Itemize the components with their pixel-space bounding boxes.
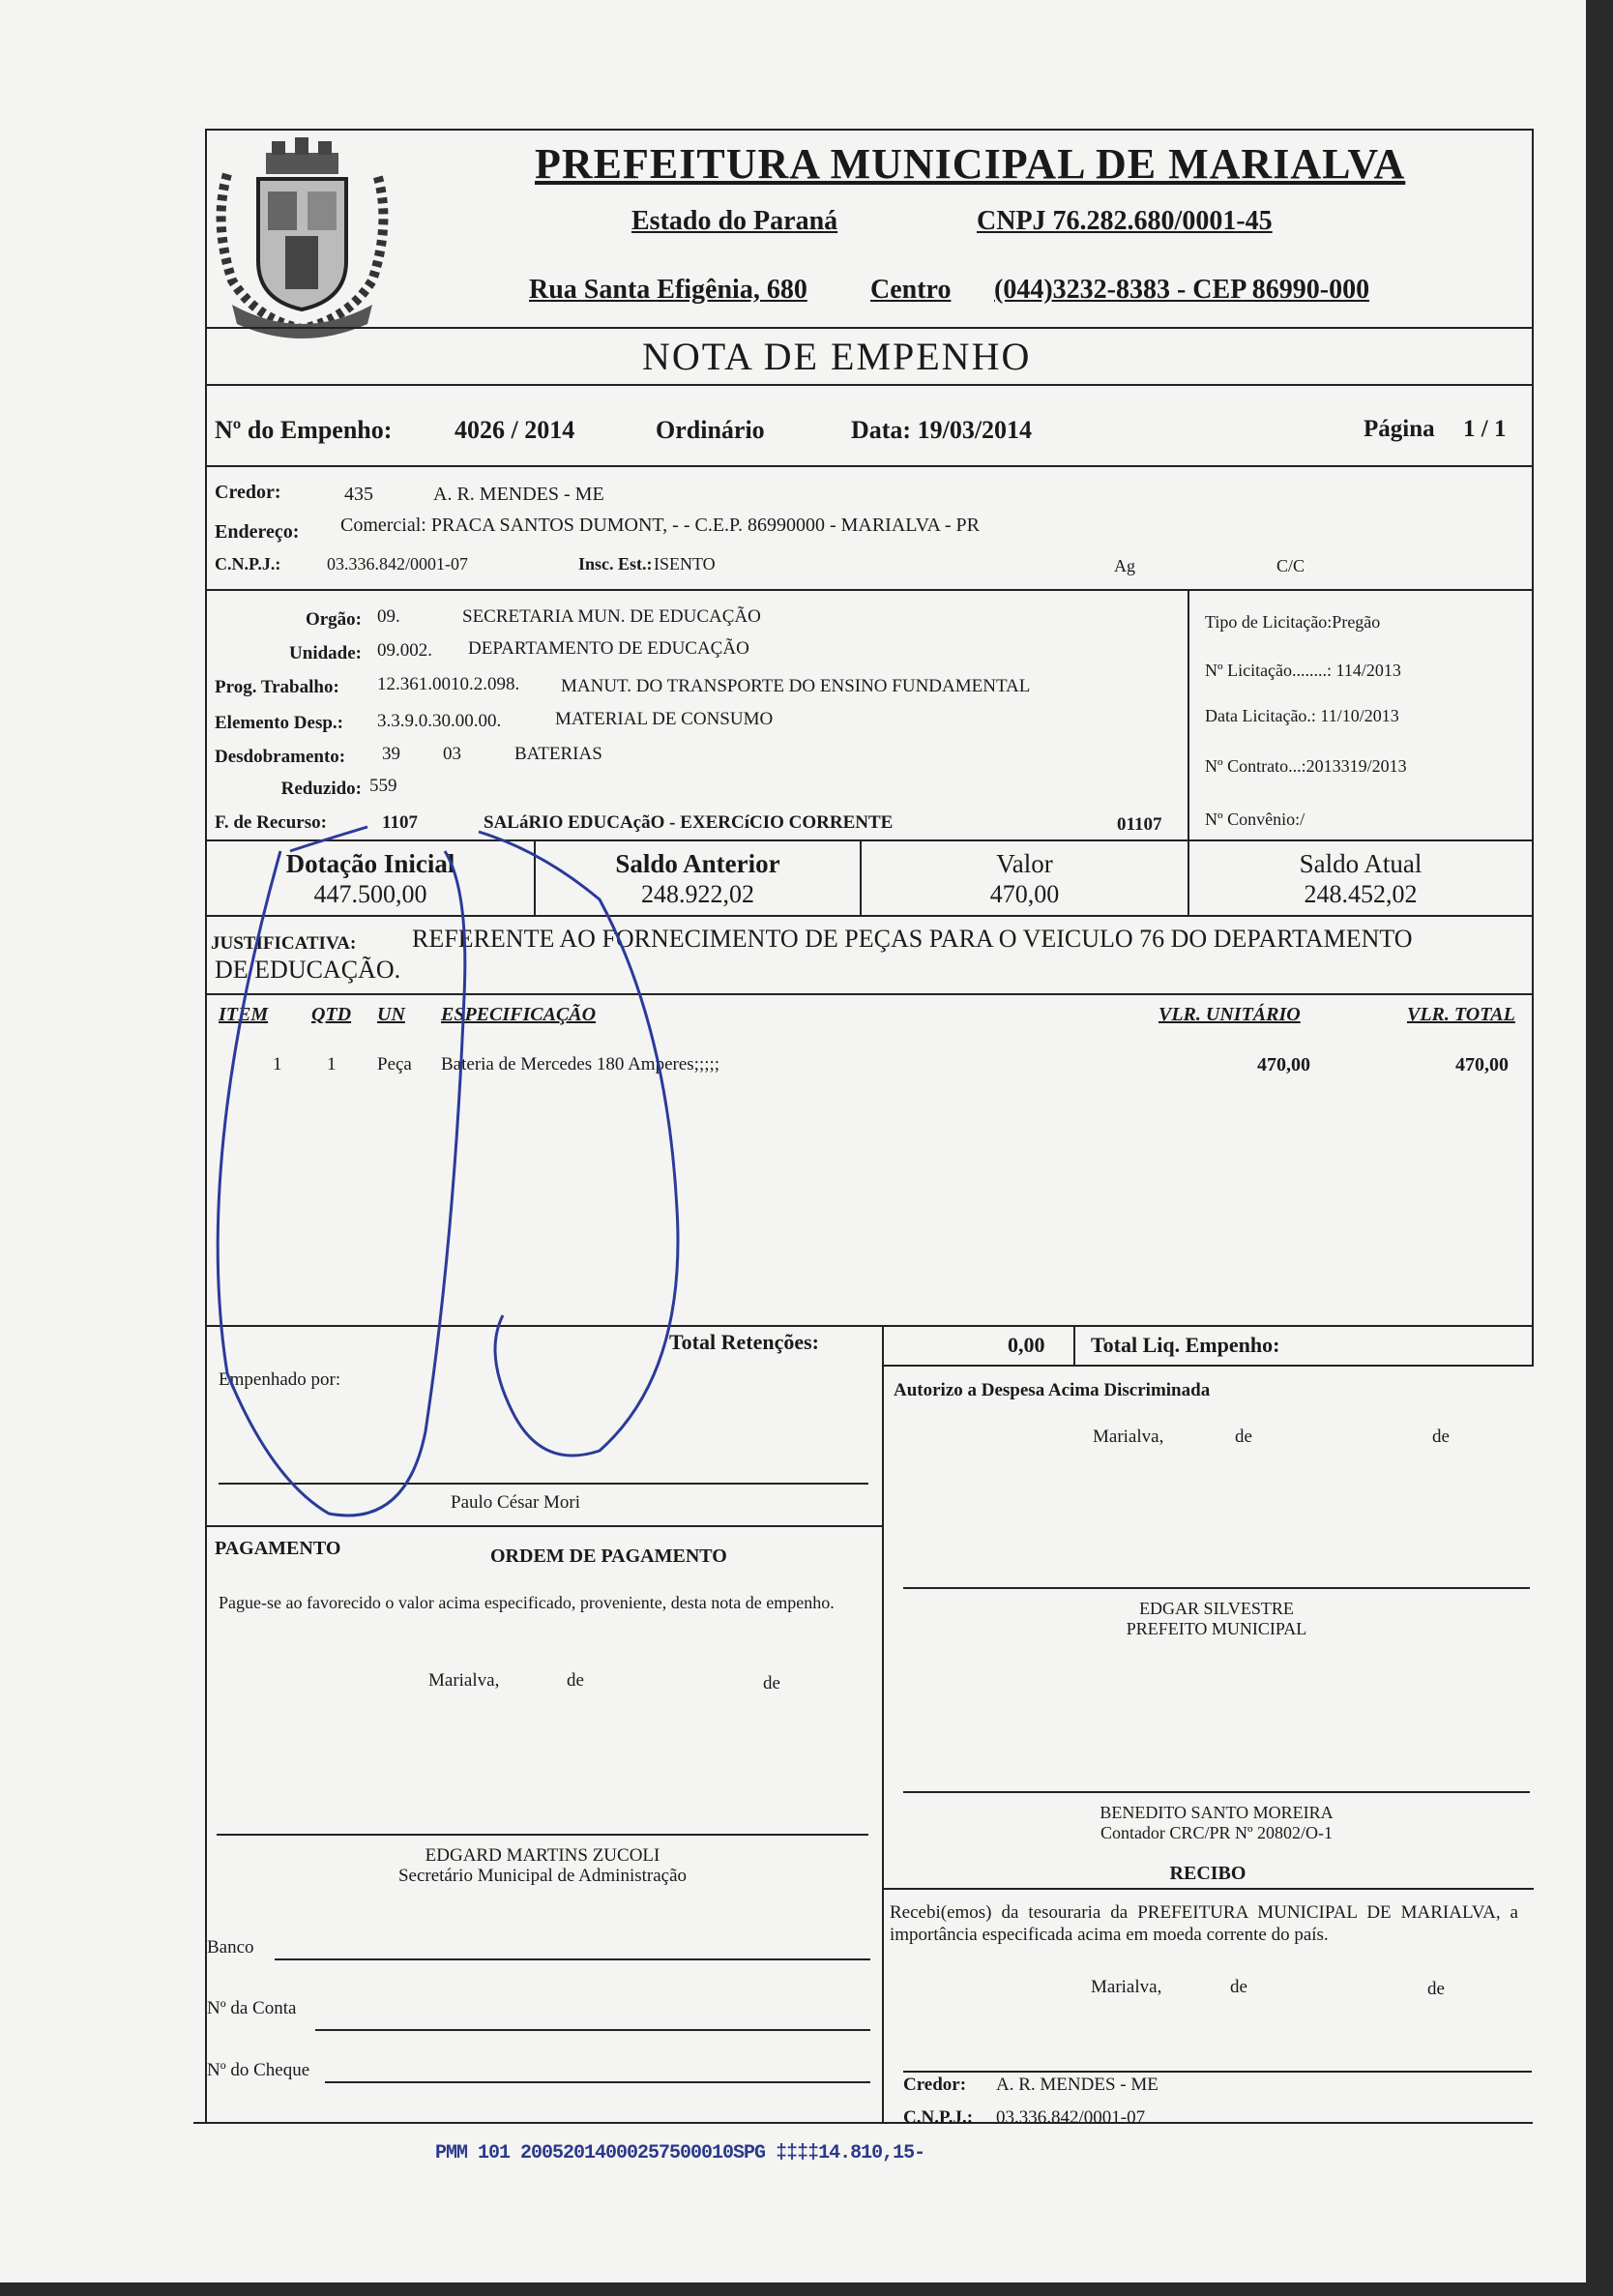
item-unit-price: 470,00: [1257, 1054, 1310, 1075]
prog-name: MANUT. DO TRANSPORTE DO ENSINO FUNDAMENTAL: [561, 676, 1031, 696]
unidade-label: Unidade:: [289, 643, 362, 663]
pagamento-label: PAGAMENTO: [215, 1538, 341, 1559]
reduzido-label: Reduzido:: [280, 779, 362, 799]
empenhado-por-name: Paulo César Mori: [451, 1492, 581, 1513]
page-label: Página: [1364, 416, 1435, 442]
empenhado-por-label: Empenhado por:: [219, 1369, 341, 1390]
item-total-price: 470,00: [1455, 1054, 1509, 1075]
autorizo-de-2: de: [1432, 1427, 1450, 1447]
dotacao-inicial-value: 447.500,00: [313, 880, 427, 908]
prog-label: Prog. Trabalho:: [215, 677, 339, 697]
dotacao-inicial-label: Dotação Inicial: [285, 849, 455, 878]
contador-name: BENEDITO SANTO MOREIRA: [1100, 1803, 1334, 1822]
state-name: Estado do Paraná: [631, 206, 838, 236]
secretario-name: EDGARD MARTINS ZUCOLI: [425, 1845, 660, 1866]
justificativa-text-line1: REFERENTE AO FORNECIMENTO DE PEÇAS PARA O VEICULO 76 DO DEPARTAMENTO: [412, 925, 1413, 953]
justificativa-text-line2: DE EDUCAÇÃO.: [215, 956, 401, 984]
saldo-atual-label: Saldo Atual: [1299, 849, 1422, 878]
prefeito-name: EDGAR SILVESTRE: [1139, 1599, 1294, 1618]
empenho-type: Ordinário: [656, 416, 765, 444]
tipo-licitacao: Tipo de Licitação:Pregão: [1205, 612, 1381, 632]
pagamento-de-1: de: [567, 1670, 584, 1691]
empenho-number: 4026 / 2014: [455, 416, 575, 444]
autorizo-city: Marialva,: [1093, 1427, 1164, 1447]
recibo-text: Recebi(emos) da tesouraria da PREFEITURA MUNICIPAL DE MARIALVA, a importância especificada acima em moeda corrente do país.: [890, 1902, 1518, 1945]
ag-label: Ag: [1114, 556, 1135, 575]
autorizo-de-1: de: [1235, 1427, 1252, 1447]
elemento-label: Elemento Desp.:: [215, 713, 343, 733]
secretario-title: Secretário Municipal de Administração: [397, 1866, 688, 1886]
reduzido-value: 559: [369, 776, 397, 796]
contador-title: Contador CRC/PR Nº 20802/O-1: [1100, 1823, 1334, 1842]
document-title: NOTA DE EMPENHO: [642, 335, 1032, 378]
item-spec: Bateria de Mercedes 180 Amperes;;;;;: [441, 1054, 720, 1074]
coat-of-arms-logo: [208, 135, 396, 339]
col-spec-header: ESPECIFICAÇÃO: [441, 1004, 597, 1025]
total-retencoes-label: Total Retenções:: [669, 1330, 819, 1354]
endereco-value: Comercial: PRACA SANTOS DUMONT, - - C.E.P. 86990000 - MARIALVA - PR: [340, 515, 980, 536]
col-un-header: UN: [377, 1004, 405, 1025]
endereco-label: Endereço:: [215, 521, 300, 543]
autorizo-text: Autorizo a Despesa Acima Discriminada: [894, 1380, 1211, 1400]
cc-label: C/C: [1276, 556, 1305, 575]
col-total-header: VLR. TOTAL: [1407, 1004, 1515, 1025]
col-item-header: ITEM: [219, 1004, 269, 1025]
desdobramento-a: 39: [382, 744, 400, 764]
elemento-code: 3.3.9.0.30.00.00.: [377, 711, 502, 731]
saldo-atual-value: 248.452,02: [1304, 880, 1418, 908]
credor-cnpj: 03.336.842/0001-07: [327, 554, 468, 574]
valor-value: 470,00: [989, 880, 1060, 908]
barcode-footer: PMM 101 20052014000257500010SPG ‡‡‡‡14.810,15-: [435, 2142, 925, 2164]
col-qtd-header: QTD: [311, 1004, 352, 1025]
municipality-title: PREFEITURA MUNICIPAL DE MARIALVA: [535, 140, 1406, 188]
credor-name: A. R. MENDES - ME: [433, 484, 604, 505]
insc-label: Insc. Est.:: [578, 554, 653, 574]
conta-label: Nº da Conta: [207, 1998, 297, 2018]
street-address: Rua Santa Efigênia, 680: [529, 275, 807, 305]
desdobramento-name: BATERIAS: [514, 744, 602, 764]
phone-cep: (044)3232-8383 - CEP 86990-000: [994, 275, 1370, 305]
orgao-code: 09.: [377, 606, 400, 627]
pagamento-city: Marialva,: [428, 1670, 500, 1691]
insc-value: ISENTO: [654, 554, 716, 574]
justificativa-label: JUSTIFICATIVA:: [211, 933, 357, 954]
credor-label: Credor:: [215, 482, 281, 503]
item-number: 1: [273, 1054, 282, 1074]
total-retencoes-value: 0,00: [1008, 1333, 1045, 1357]
credor-code: 435: [344, 484, 373, 505]
cnpj-header: CNPJ 76.282.680/0001-45: [977, 206, 1273, 236]
recurso-code2: 01107: [1117, 814, 1162, 835]
item-un: Peça: [377, 1054, 412, 1074]
recurso-name: SALáRIO EDUCAçãO - EXERCíCIO CORRENTE: [484, 812, 894, 833]
recibo-de-2: de: [1427, 1979, 1445, 1999]
desdobramento-label: Desdobramento:: [215, 747, 346, 767]
recurso-code: 1107: [382, 812, 418, 833]
recibo-credor-label: Credor:: [903, 2075, 967, 2095]
orgao-label: Orgão:: [305, 609, 362, 630]
pagamento-text: Pague-se ao favorecido o valor acima especificado, proveniente, desta nota de empenho.: [219, 1593, 835, 1612]
desdobramento-b: 03: [443, 744, 461, 764]
pagamento-de-2: de: [763, 1673, 780, 1693]
data-licitacao: Data Licitação.: 11/10/2013: [1205, 706, 1399, 725]
elemento-name: MATERIAL DE CONSUMO: [555, 709, 774, 729]
numero-convenio: Nº Convênio:/: [1205, 809, 1305, 829]
recurso-label: F. de Recurso:: [215, 812, 327, 833]
recibo-title: RECIBO: [1169, 1863, 1246, 1884]
prefeito-title: PREFEITO MUNICIPAL: [1126, 1619, 1307, 1638]
cheque-label: Nº do Cheque: [207, 2060, 310, 2080]
numero-contrato: Nº Contrato...:2013319/2013: [1205, 756, 1407, 776]
credor-cnpj-label: C.N.P.J.:: [215, 554, 281, 574]
page-number: 1 / 1: [1463, 416, 1507, 442]
saldo-anterior-label: Saldo Anterior: [615, 849, 780, 878]
recibo-de-1: de: [1230, 1977, 1247, 1997]
recibo-city: Marialva,: [1091, 1977, 1162, 1997]
recibo-cnpj-label: C.N.P.J.:: [903, 2107, 974, 2128]
orgao-name: SECRETARIA MUN. DE EDUCAÇÃO: [462, 606, 761, 627]
banco-label: Banco: [207, 1937, 254, 1957]
ordem-pagamento-title: ORDEM DE PAGAMENTO: [490, 1545, 727, 1567]
empenho-number-label: Nº do Empenho:: [215, 416, 393, 444]
saldo-anterior-value: 248.922,02: [641, 880, 754, 908]
unidade-name: DEPARTAMENTO DE EDUCAÇÃO: [468, 638, 749, 659]
recibo-credor-name: A. R. MENDES - ME: [996, 2075, 1158, 2095]
total-liquido-label: Total Liq. Empenho:: [1091, 1333, 1280, 1357]
valor-label: Valor: [996, 849, 1053, 878]
col-unit-header: VLR. UNITÁRIO: [1158, 1004, 1301, 1025]
numero-licitacao: Nº Licitação........: 114/2013: [1205, 661, 1401, 680]
item-qtd: 1: [327, 1054, 337, 1074]
district: Centro: [870, 275, 952, 305]
empenho-date: Data: 19/03/2014: [851, 416, 1033, 444]
prog-code: 12.361.0010.2.098.: [377, 674, 520, 694]
recibo-cnpj-value: 03.336.842/0001-07: [996, 2107, 1146, 2128]
unidade-code: 09.002.: [377, 640, 432, 661]
